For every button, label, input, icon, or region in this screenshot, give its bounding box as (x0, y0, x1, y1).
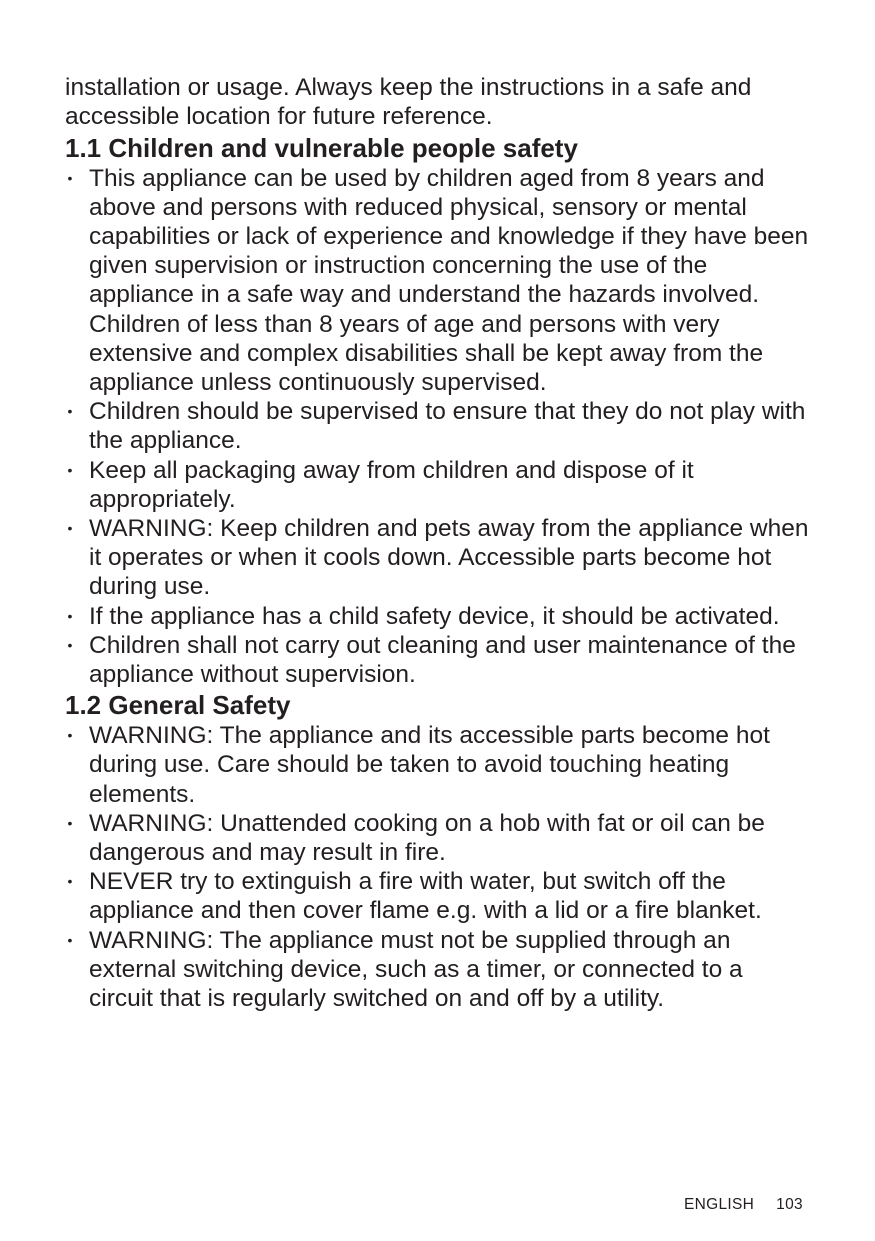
list-item-text: NEVER try to extinguish a fire with water, but switch off the appliance and then cover flame e.g. with a lid or a fire blanket. (89, 868, 762, 925)
list-item (65, 514, 810, 602)
bullet-icon: • (67, 727, 73, 744)
list-item-text: WARNING: The appliance must not be supplied through an external switching device, such as a timer, or connected to a circuit that is regularly switched on and off by a utility. (89, 926, 743, 1013)
bullet-icon: • (67, 461, 73, 478)
page-footer (684, 1196, 803, 1214)
bullet-icon: • (67, 931, 73, 948)
footer-language: ENGLISH (684, 1196, 755, 1213)
section-heading-children-safety: 1.1 Children and vulnerable people safety (65, 132, 578, 163)
children-safety-list (65, 164, 810, 690)
section-heading-general-safety: 1.2 General Safety (65, 690, 291, 721)
bullet-icon: • (67, 169, 73, 186)
intro-paragraph: installation or usage. Always keep the instructions in a safe and accessible location for future reference. (65, 74, 752, 131)
bullet-icon: • (67, 814, 73, 831)
list-item (65, 809, 810, 867)
list-item (65, 602, 810, 631)
list-item (65, 397, 810, 455)
list-item-text: Keep all packaging away from children and dispose of it appropriately. (89, 456, 694, 513)
list-item-text: WARNING: Keep children and pets away from the appliance when it operates or when it cools down. Accessible parts become hot during use. (89, 515, 809, 601)
list-item (65, 164, 810, 398)
list-item-text: WARNING: The appliance and its accessible parts become hot during use. Care should be taken to avoid touching heating elements. (89, 722, 770, 808)
bullet-icon: • (67, 873, 73, 890)
general-safety-list (65, 721, 810, 1013)
list-item-text: Children shall not carry out cleaning and user maintenance of the appliance without supervision. (89, 631, 796, 689)
bullet-icon: • (67, 636, 73, 653)
bullet-icon: • (67, 607, 73, 624)
page-number: 103 (776, 1196, 803, 1213)
bullet-icon: • (67, 403, 73, 420)
list-item-text: WARNING: Unattended cooking on a hob with fat or oil can be dangerous and may result in fire. (89, 809, 765, 867)
list-item-text: If the appliance has a child safety device, it should be activated. (89, 602, 780, 630)
list-item (65, 456, 810, 514)
list-item (65, 721, 810, 809)
list-item-text: This appliance can be used by children aged from 8 years and above and persons with reduced physical, sensory or mental capabilities or lack of experience and knowledge if they have been given supervision or instruction concerning the use of the appliance in a safe way and understand the hazards involved. Children of less than 8 years of age and persons with very extensive and complex disabilities shall be kept away from the appliance unless continuously supervised. (89, 164, 809, 397)
list-item-text: Children should be supervised to ensure that they do not play with the appliance. (89, 398, 806, 455)
list-item (65, 926, 810, 1014)
bullet-icon: • (67, 520, 73, 537)
list-item (65, 867, 810, 925)
document-page (65, 73, 810, 1013)
list-item (65, 631, 810, 689)
